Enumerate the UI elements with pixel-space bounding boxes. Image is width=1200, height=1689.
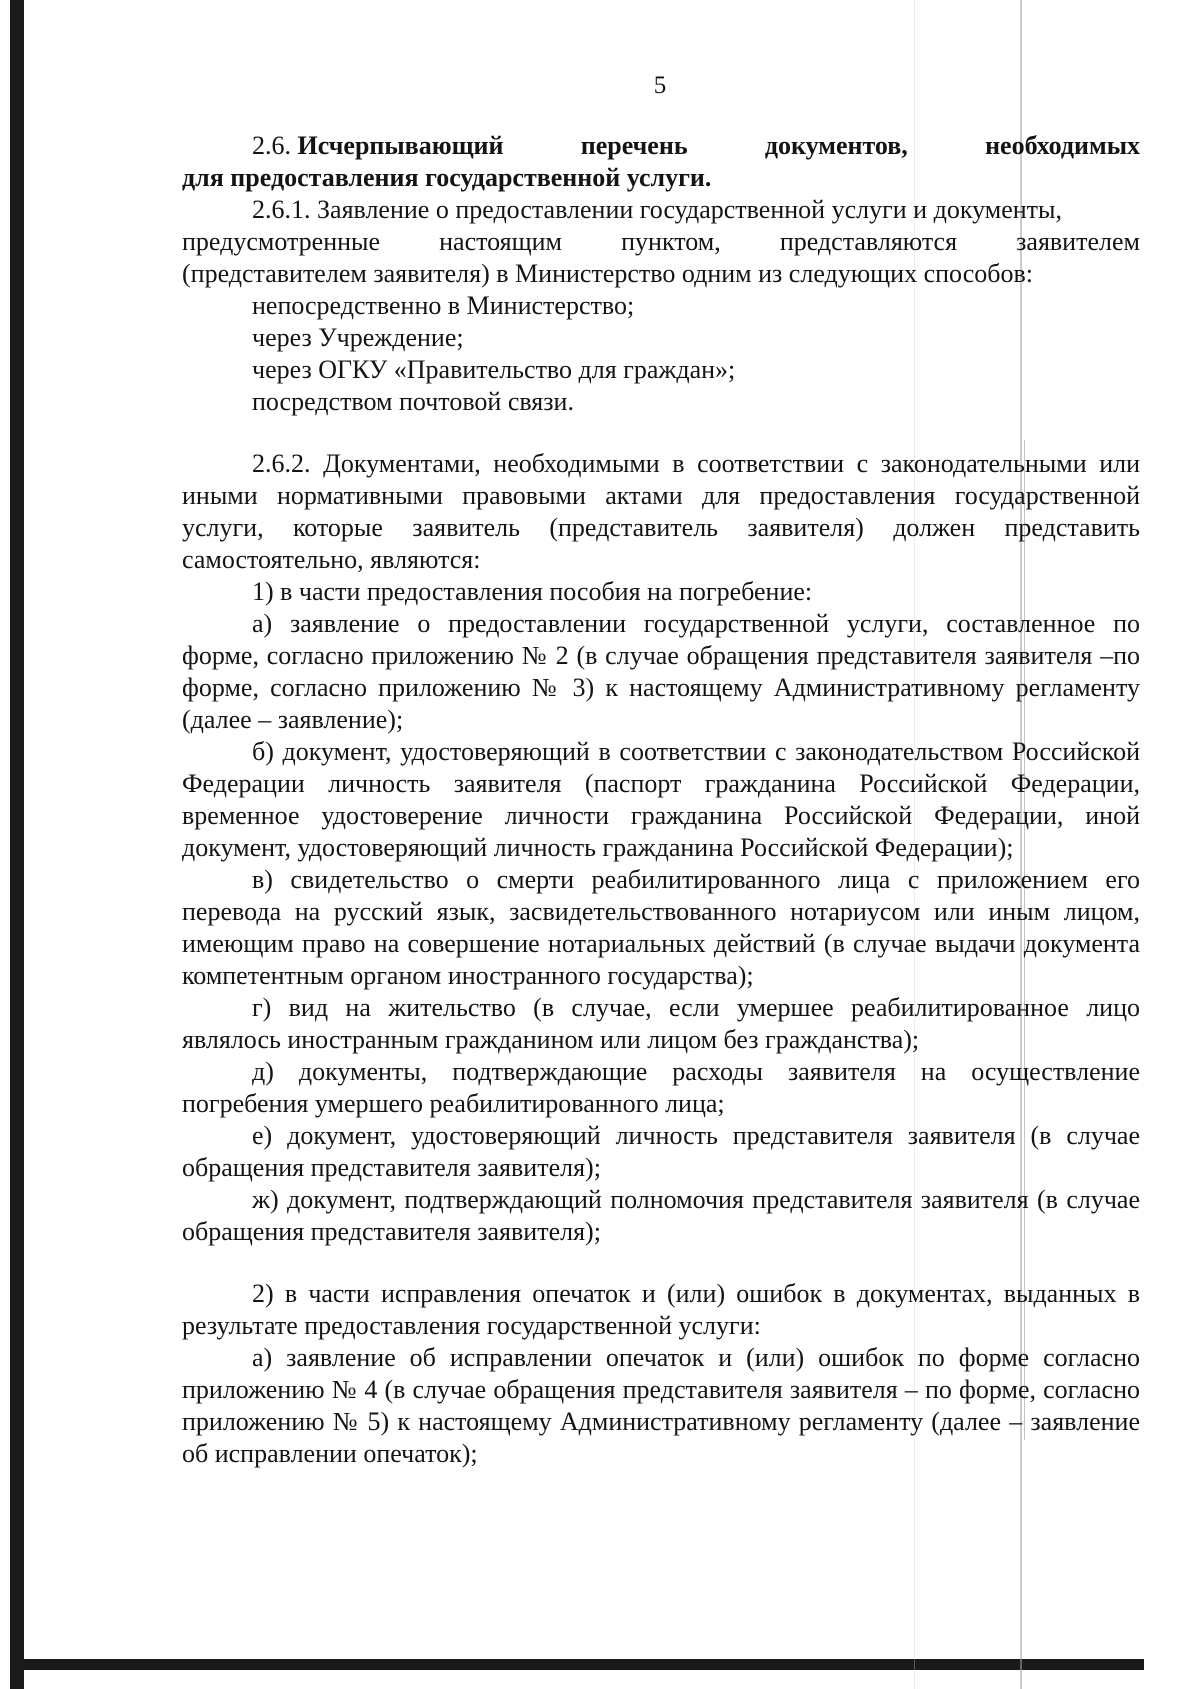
paragraph-2-6-1-line1: 2.6.1. Заявление о предоставлении государственной услуги и документы, xyxy=(252,195,1062,224)
part1-item-d: д) документы, подтверждающие расходы заявителя на осуществление погребения умершего реабилитированного лица; xyxy=(182,1057,1140,1118)
method-item: непосредственно в Министерство; xyxy=(252,291,635,320)
heading-word: перечень xyxy=(580,131,688,160)
part1-item-a: а) заявление о предоставлении государственной услуги, составленное по форме, согласно приложению № 2 (в случае обращения представителя заявителя –по форме, согласно приложению № 3) к настоящему Административному регламенту (далее – заявление); xyxy=(182,609,1140,734)
heading-word: необходимых xyxy=(985,131,1140,160)
paragraph-2-6-1-line3: (представителем заявителя) в Министерство одним из следующих способов: xyxy=(182,259,1033,288)
part1-item-b: б) документ, удостоверяющий в соответствии с законодательством Российской Федерации личность заявителя (паспорт гражданина Российской Федерации, временное удостоверение личности гражданина Российской Федерации, иной документ, удостоверяющий личность гражданина Российской Федерации); xyxy=(182,737,1140,862)
section-heading-rest: для предоставления государственной услуги. xyxy=(182,163,712,192)
part2-title: 2) в части исправления опечаток и (или) ошибок в документах, выданных в результате предоставления государственной услуги: xyxy=(182,1279,1140,1340)
word: настоящим xyxy=(439,227,563,256)
method-item: через ОГКУ «Правительство для граждан»; xyxy=(252,355,736,384)
part2-item-a: а) заявление об исправлении опечаток и (или) ошибок по форме согласно приложению № 4 (в случае обращения представителя заявителя – по форме, согласно приложению № 5) к настоящему Административному регламенту (далее – заявление об исправлении опечаток); xyxy=(182,1343,1140,1468)
part1-title: 1) в части предоставления пособия на погребение: xyxy=(252,577,813,606)
part1-item-e: е) документ, удостоверяющий личность представителя заявителя (в случае обращения представителя заявителя); xyxy=(182,1121,1140,1182)
paragraph-2-6-1-line2 xyxy=(182,226,1140,258)
heading-word: Исчерпывающий xyxy=(297,131,504,160)
method-item: посредством почтовой связи. xyxy=(252,387,574,416)
section-heading xyxy=(182,130,1140,162)
section-number: 2.6. xyxy=(252,131,291,160)
page-number: 5 xyxy=(653,72,667,99)
part1-item-g: г) вид на жительство (в случае, если умершее реабилитированное лицо являлось иностранным гражданином или лицом без гражданства); xyxy=(182,993,1140,1054)
scan-edge-left xyxy=(10,0,24,1689)
paragraph-2-6-2: 2.6.2. Документами, необходимыми в соответствии с законодательными или иными нормативными правовыми актами для предоставления государственной услуги, которые заявитель (представитель заявителя) должен представить самостоятельно, являются: xyxy=(182,449,1140,574)
method-item: через Учреждение; xyxy=(252,323,464,352)
scan-edge-bottom xyxy=(24,1659,1144,1670)
word: предусмотренные xyxy=(182,227,381,256)
spacer xyxy=(182,418,1140,448)
part1-item-v: в) свидетельство о смерти реабилитированного лица с приложением его перевода на русский язык, засвидетельствованного нотариусом или иным лицом, имеющим право на совершение нотариальных действий (в случае выдачи документа компетентным органом иностранного государства); xyxy=(182,865,1140,990)
word: представляются xyxy=(779,227,958,256)
part1-item-zh: ж) документ, подтверждающий полномочия представителя заявителя (в случае обращения представителя заявителя); xyxy=(182,1185,1140,1246)
document-body xyxy=(182,130,1140,1470)
word: заявителем xyxy=(1016,227,1140,256)
word: пунктом, xyxy=(621,227,721,256)
spacer xyxy=(182,1248,1140,1278)
heading-word xyxy=(252,130,504,162)
heading-word: документов, xyxy=(764,131,908,160)
